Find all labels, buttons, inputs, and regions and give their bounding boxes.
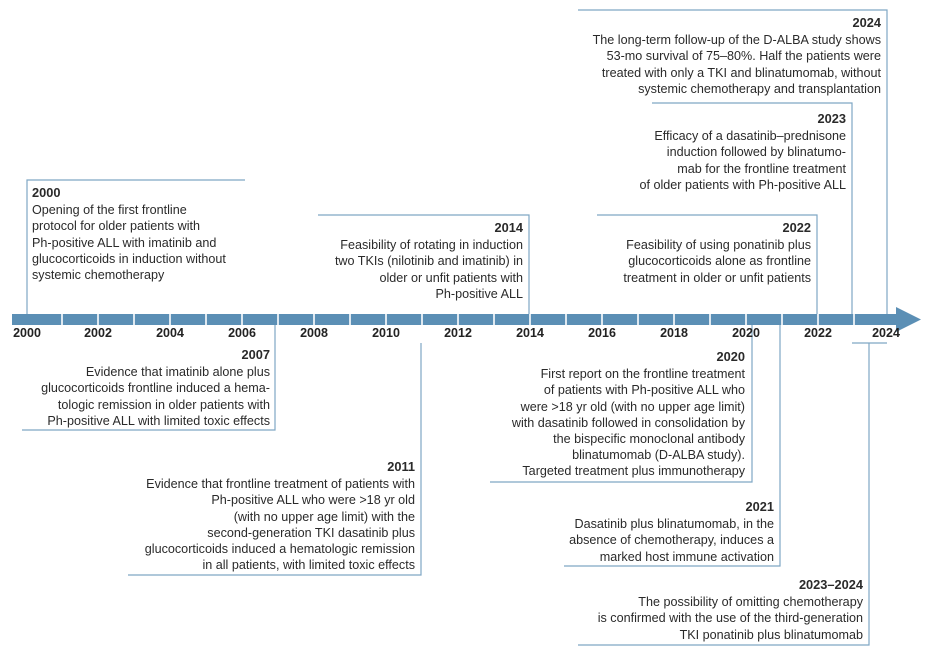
- event-2023: [606, 111, 846, 193]
- tick-label-2010: 2010: [372, 326, 400, 340]
- event-2023-2024: [566, 577, 863, 643]
- event-text: Dasatinib plus blinatumomab, in the absence of chemotherapy, induces a marked host immune activation: [569, 517, 774, 564]
- event-2011: [110, 459, 415, 573]
- event-2000: [32, 185, 262, 283]
- event-text: Evidence that frontline treatment of patients with Ph-positive ALL who were >18 yr old (with no upper age limit) with the second-generation TKI dasatinib plus glucocorticoids induced a hematologic remission in all patients, with limited toxic effects: [144, 477, 415, 573]
- event-year: 2011: [387, 459, 415, 474]
- event-2020: [480, 349, 745, 480]
- timeline-axis: [12, 314, 898, 325]
- tick-label-2008: 2008: [300, 326, 328, 340]
- event-2014: [300, 220, 523, 302]
- event-text: The long-term follow-up of the D-ALBA study shows 53-mo survival of 75–80%. Half the patients were treated with only a TKI and blinatumomab, without systemic chemotherapy and transplantation: [592, 33, 881, 96]
- event-2022: [586, 220, 811, 286]
- tick-label-2006: 2006: [228, 326, 256, 340]
- event-year: 2024: [852, 15, 881, 30]
- event-year: 2007: [241, 347, 270, 362]
- event-year: 2023–2024: [798, 577, 863, 592]
- tick-label-2002: 2002: [84, 326, 112, 340]
- event-text: Efficacy of a dasatinib–prednisone induction followed by blinatumo- mab for the frontline treatment of older patients with Ph-positive ALL: [639, 129, 846, 192]
- tick-label-2014: 2014: [516, 326, 544, 340]
- event-year: 2022: [782, 220, 811, 235]
- event-text: First report on the frontline treatment of patients with Ph-positive ALL who were >18 yr old (with no upper age limit) with dasatinib followed in consolidation by the bispecific monoclonal antibody blinatumomab (D-ALBA study). Targeted treatment plus immunotherapy: [511, 367, 745, 479]
- event-text: Feasibility of using ponatinib plus glucocorticoids alone as frontline treatment in older or unfit patients: [623, 238, 811, 285]
- event-2021: [540, 499, 774, 565]
- event-year: 2000: [32, 185, 61, 200]
- tick-label-2016: 2016: [588, 326, 616, 340]
- tick-label-2022: 2022: [804, 326, 832, 340]
- event-2024: [560, 15, 881, 97]
- event-text: Opening of the first frontline protocol for older patients with Ph-positive ALL with imatinib and glucocorticoids in induction without systemic chemotherapy: [32, 203, 226, 283]
- tick-label-2004: 2004: [156, 326, 184, 340]
- event-year: 2014: [494, 220, 523, 235]
- tick-label-2018: 2018: [660, 326, 688, 340]
- event-text: Feasibility of rotating in induction two TKIs (nilotinib and imatinib) in older or unfit patients with Ph-positive ALL: [334, 238, 523, 301]
- tick-label-2000: 2000: [13, 326, 41, 340]
- event-year: 2020: [716, 349, 745, 364]
- event-year: 2021: [745, 499, 774, 514]
- event-text: The possibility of omitting chemotherapy is confirmed with the use of the third-generation TKI ponatinib plus blinatumomab: [597, 595, 863, 642]
- event-2007: [20, 347, 270, 429]
- tick-label-2024: 2024: [872, 326, 900, 340]
- event-text: Evidence that imatinib alone plus glucocorticoids frontline induced a hema- tologic remission in older patients with Ph-positive ALL with limited toxic effects: [41, 365, 270, 428]
- event-year: 2023: [817, 111, 846, 126]
- tick-label-2020: 2020: [732, 326, 760, 340]
- tick-label-2012: 2012: [444, 326, 472, 340]
